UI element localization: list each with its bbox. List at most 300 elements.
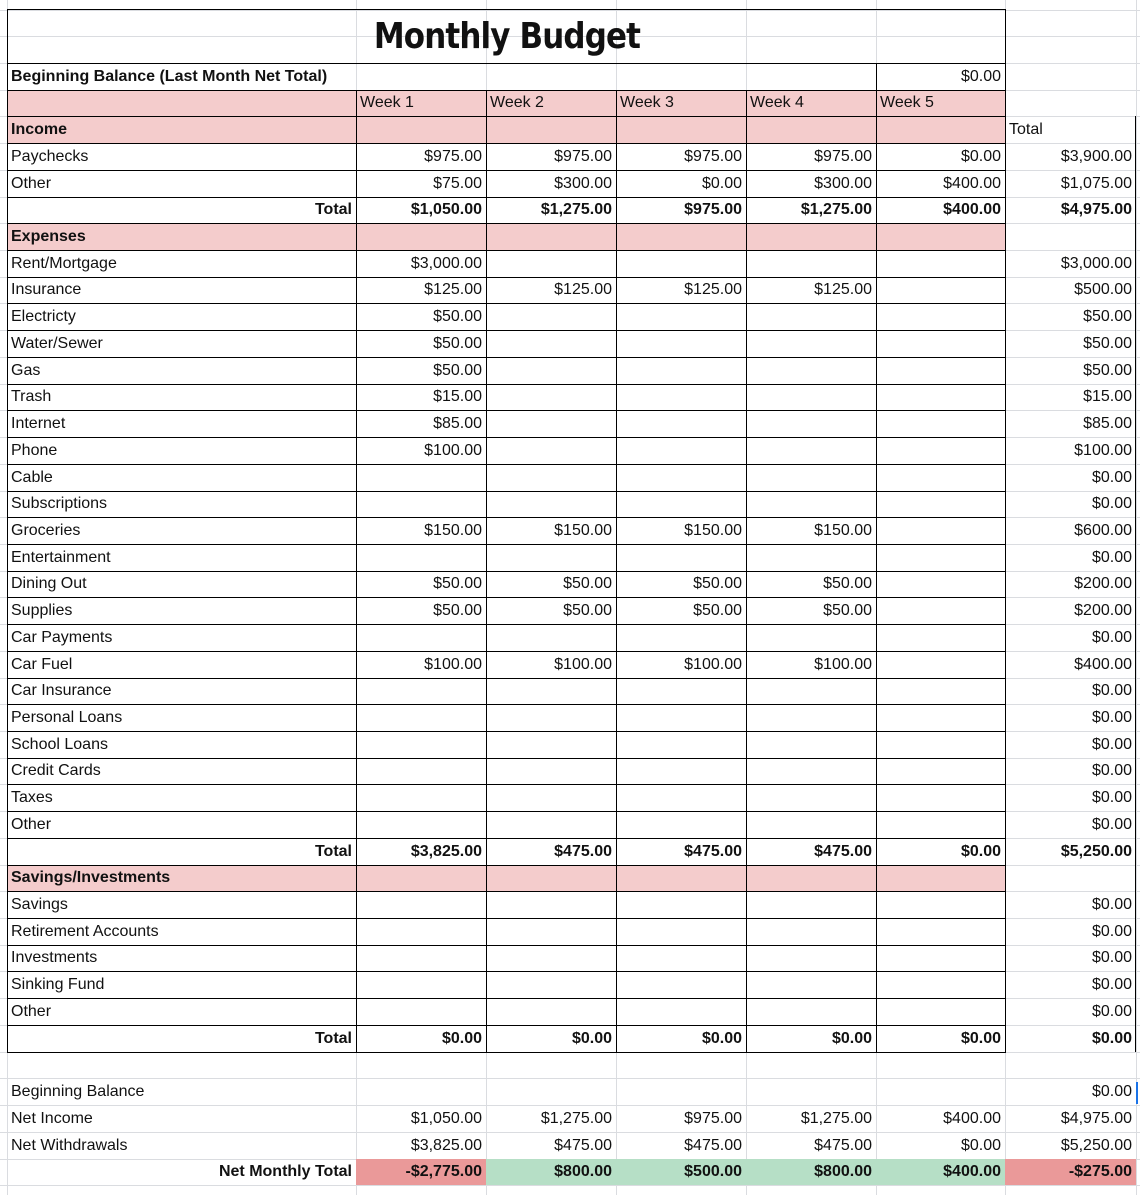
row-label[interactable]: Gas: [11, 362, 41, 379]
row-total[interactable]: $50.00: [1083, 335, 1132, 352]
week-5-value[interactable]: [876, 811, 1005, 838]
grid-line-horizontal: [7, 1052, 1006, 1053]
week-2-value[interactable]: [486, 330, 616, 357]
net-monthly-total-grand[interactable]: -$275.00: [1005, 1159, 1136, 1185]
week-3-value[interactable]: $0.00: [701, 175, 742, 192]
row-label[interactable]: Trash: [11, 388, 52, 405]
row-total[interactable]: $85.00: [1083, 415, 1132, 432]
week-1-value[interactable]: $100.00: [424, 442, 482, 459]
section-total-week-3[interactable]: $0.00: [701, 1030, 742, 1047]
week-4-value[interactable]: $50.00: [823, 602, 872, 619]
week-4-value[interactable]: [746, 464, 876, 491]
week-5-value[interactable]: [876, 437, 1005, 464]
week-1-value[interactable]: [356, 891, 486, 918]
week-5-value[interactable]: [876, 410, 1005, 437]
week-1-value[interactable]: $15.00: [433, 388, 482, 405]
week-5-value[interactable]: [876, 303, 1005, 330]
grid-line-horizontal: [7, 704, 1006, 705]
week-5-value[interactable]: [876, 277, 1005, 303]
week-4-value[interactable]: $975.00: [814, 148, 872, 165]
row-label[interactable]: Car Payments: [11, 629, 113, 646]
summary-net-withdrawals-week-1[interactable]: $3,825.00: [410, 1137, 482, 1154]
week-2-value[interactable]: [486, 303, 616, 330]
week-1-value[interactable]: $125.00: [424, 281, 482, 298]
week-3-value[interactable]: [616, 678, 746, 704]
row-total[interactable]: $0.00: [1091, 789, 1132, 806]
week-2-value[interactable]: $150.00: [554, 522, 612, 539]
row-label[interactable]: Sinking Fund: [11, 976, 105, 993]
week-2-value[interactable]: [486, 357, 616, 384]
week-4-value[interactable]: [746, 544, 876, 571]
section-header-cell[interactable]: [356, 116, 486, 143]
week-4-value[interactable]: [746, 491, 876, 517]
grid-line-horizontal: [7, 250, 1006, 251]
row-label[interactable]: Car Fuel: [11, 656, 73, 673]
grid-line-horizontal: [7, 223, 1006, 224]
row-label[interactable]: Subscriptions: [11, 495, 108, 512]
section-total-week-2[interactable]: $1,275.00: [540, 201, 612, 218]
row-total[interactable]: $15.00: [1083, 388, 1132, 405]
section-total-week-1[interactable]: $1,050.00: [410, 201, 482, 218]
week-5-value[interactable]: [876, 330, 1005, 357]
row-label[interactable]: Insurance: [11, 281, 82, 298]
net-monthly-total-week-5[interactable]: $400.00: [876, 1159, 1005, 1185]
week-5-value[interactable]: [876, 731, 1005, 758]
grid-line-horizontal: [7, 784, 1006, 785]
row-label[interactable]: Rent/Mortgage: [11, 255, 117, 272]
net-monthly-total-label[interactable]: Net Monthly Total: [218, 1163, 352, 1180]
row-label[interactable]: Other: [11, 816, 52, 833]
week-4-value[interactable]: [746, 303, 876, 330]
week-4-value[interactable]: [746, 624, 876, 651]
summary-net-income-week-2[interactable]: $1,275.00: [540, 1110, 612, 1127]
row-total[interactable]: $0.00: [1091, 549, 1132, 566]
section-grand-total[interactable]: $0.00: [1091, 1030, 1132, 1047]
week-4-value[interactable]: [746, 678, 876, 704]
week-3-value[interactable]: [616, 811, 746, 838]
row-label[interactable]: Supplies: [11, 602, 73, 619]
grid-line-vertical: [876, 63, 877, 90]
week-5-value[interactable]: [876, 624, 1005, 651]
week-5-value[interactable]: [876, 945, 1005, 971]
week-5-value[interactable]: [876, 784, 1005, 811]
week-1-value[interactable]: $50.00: [433, 362, 482, 379]
week-5-value[interactable]: [876, 758, 1005, 784]
row-total[interactable]: $200.00: [1074, 602, 1132, 619]
week-2-value[interactable]: [486, 704, 616, 731]
section-header-cell[interactable]: [616, 223, 746, 250]
row-label[interactable]: Personal Loans: [11, 709, 123, 726]
week-1-value[interactable]: $50.00: [433, 602, 482, 619]
week-5-value[interactable]: [876, 571, 1005, 597]
summary-net-income-label[interactable]: Net Income: [11, 1110, 93, 1127]
grid-line-vertical: [616, 90, 617, 1053]
week-3-value[interactable]: $100.00: [684, 656, 742, 673]
week-header-3[interactable]: Week 3: [616, 90, 746, 116]
row-total[interactable]: $400.00: [1074, 656, 1132, 673]
summary-net-income-week-3[interactable]: $975.00: [684, 1110, 742, 1127]
week-5-value[interactable]: [876, 971, 1005, 998]
week-4-value[interactable]: $150.00: [814, 522, 872, 539]
section-total-week-5[interactable]: $0.00: [960, 843, 1001, 860]
week-3-value[interactable]: $125.00: [684, 281, 742, 298]
summary-net-income-week-5[interactable]: $400.00: [943, 1110, 1001, 1127]
week-4-value[interactable]: [746, 357, 876, 384]
week-1-value[interactable]: [356, 998, 486, 1025]
section-total-week-3[interactable]: $475.00: [684, 843, 742, 860]
week-2-value[interactable]: [486, 544, 616, 571]
section-total-week-3[interactable]: $975.00: [684, 201, 742, 218]
week-4-value[interactable]: [746, 918, 876, 945]
row-label[interactable]: Paychecks: [11, 148, 89, 165]
week-1-value[interactable]: $50.00: [433, 575, 482, 592]
week-2-value[interactable]: $50.00: [563, 575, 612, 592]
row-total[interactable]: $0.00: [1091, 816, 1132, 833]
week-2-value[interactable]: [486, 678, 616, 704]
grid-line-horizontal: [7, 116, 1006, 117]
week-4-value[interactable]: $125.00: [814, 281, 872, 298]
grid-line-horizontal: [7, 918, 1006, 919]
section-header-cell[interactable]: [356, 865, 486, 891]
row-label[interactable]: Internet: [11, 415, 66, 432]
week-3-value[interactable]: [616, 891, 746, 918]
week-5-value[interactable]: [876, 464, 1005, 491]
week-5-value[interactable]: [876, 250, 1005, 277]
row-label[interactable]: Cable: [11, 469, 53, 486]
section-header-expenses[interactable]: Expenses: [7, 223, 356, 250]
week-5-value[interactable]: [876, 918, 1005, 945]
summary-net-withdrawals-week-4[interactable]: $475.00: [814, 1137, 872, 1154]
section-header-cell[interactable]: [356, 223, 486, 250]
grid-line-horizontal: [7, 544, 1006, 545]
week-4-value[interactable]: [746, 704, 876, 731]
week-4-value[interactable]: [746, 998, 876, 1025]
week-3-value[interactable]: [616, 491, 746, 517]
grid-line-horizontal: [7, 303, 1006, 304]
summary-net-withdrawals-total[interactable]: $5,250.00: [1060, 1137, 1132, 1154]
week-header-5[interactable]: Week 5: [876, 90, 1005, 116]
week-4-value[interactable]: $300.00: [814, 175, 872, 192]
grid-line-vertical: [486, 90, 487, 1053]
week-2-value[interactable]: [486, 971, 616, 998]
grid-line-horizontal: [7, 1025, 1006, 1026]
week-4-value[interactable]: [746, 330, 876, 357]
grid-line-horizontal: [7, 384, 1006, 385]
row-label[interactable]: Credit Cards: [11, 762, 101, 779]
week-1-value[interactable]: $100.00: [424, 656, 482, 673]
section-header-cell[interactable]: [876, 116, 1005, 143]
summary-net-withdrawals-week-2[interactable]: $475.00: [554, 1137, 612, 1154]
row-total[interactable]: $0.00: [1091, 762, 1132, 779]
week-1-value[interactable]: [356, 464, 486, 491]
cell-selection-indicator: [1136, 1082, 1140, 1104]
row-label[interactable]: Car Insurance: [11, 682, 112, 699]
week-2-value[interactable]: $975.00: [554, 148, 612, 165]
net-monthly-total-week-2[interactable]: $800.00: [486, 1159, 616, 1185]
week-1-value[interactable]: [356, 624, 486, 651]
week-1-value[interactable]: $50.00: [433, 308, 482, 325]
week-2-value[interactable]: [486, 918, 616, 945]
week-3-value[interactable]: [616, 971, 746, 998]
summary-beginning-balance-label[interactable]: Beginning Balance: [11, 1083, 145, 1100]
grid-line-horizontal: [7, 63, 1006, 64]
grid-line-horizontal: [7, 277, 1006, 278]
week-1-value[interactable]: [356, 678, 486, 704]
summary-net-income-total[interactable]: $4,975.00: [1060, 1110, 1132, 1127]
week-5-value[interactable]: [876, 384, 1005, 410]
week-1-value[interactable]: [356, 491, 486, 517]
summary-net-income-week-1[interactable]: $1,050.00: [410, 1110, 482, 1127]
grid-line-horizontal: [7, 170, 1006, 171]
week-2-value[interactable]: [486, 811, 616, 838]
row-total[interactable]: $3,000.00: [1060, 255, 1132, 272]
week-5-value[interactable]: [876, 891, 1005, 918]
week-3-value[interactable]: [616, 758, 746, 784]
section-grand-total[interactable]: $5,250.00: [1060, 843, 1132, 860]
section-total-label[interactable]: Total: [314, 201, 352, 218]
grid-line-horizontal: [7, 971, 1006, 972]
week-3-value[interactable]: $50.00: [693, 602, 742, 619]
week-3-value[interactable]: [616, 357, 746, 384]
section-grand-total[interactable]: $4,975.00: [1060, 201, 1132, 218]
week-1-value[interactable]: [356, 731, 486, 758]
section-total-label[interactable]: Total: [314, 1030, 352, 1047]
beginning-balance-value[interactable]: $0.00: [960, 68, 1001, 85]
section-header-cell[interactable]: [746, 116, 876, 143]
week-2-value[interactable]: $100.00: [554, 656, 612, 673]
week-3-value[interactable]: [616, 330, 746, 357]
week-3-value[interactable]: [616, 704, 746, 731]
row-label[interactable]: Taxes: [11, 789, 53, 806]
week-3-value[interactable]: $50.00: [693, 575, 742, 592]
week-2-value[interactable]: [486, 437, 616, 464]
week-3-value[interactable]: [616, 384, 746, 410]
week-1-value[interactable]: [356, 758, 486, 784]
section-total-week-5[interactable]: $0.00: [960, 1030, 1001, 1047]
week-1-value[interactable]: [356, 971, 486, 998]
section-total-week-1[interactable]: $3,825.00: [410, 843, 482, 860]
week-2-value[interactable]: [486, 491, 616, 517]
net-monthly-total-week-1[interactable]: -$2,775.00: [356, 1159, 486, 1185]
week-3-value[interactable]: [616, 998, 746, 1025]
week-1-value[interactable]: [356, 811, 486, 838]
week-2-value[interactable]: [486, 945, 616, 971]
row-total[interactable]: $200.00: [1074, 575, 1132, 592]
row-total[interactable]: $0.00: [1091, 976, 1132, 993]
row-total[interactable]: $1,075.00: [1060, 175, 1132, 192]
row-label[interactable]: Savings: [11, 896, 68, 913]
week-2-value[interactable]: [486, 891, 616, 918]
week-header-1[interactable]: Week 1: [356, 90, 486, 116]
week-2-value[interactable]: [486, 410, 616, 437]
week-4-value[interactable]: $100.00: [814, 656, 872, 673]
section-total-week-5[interactable]: $400.00: [943, 201, 1001, 218]
week-2-value[interactable]: [486, 998, 616, 1025]
section-header-cell[interactable]: [616, 865, 746, 891]
row-total[interactable]: $500.00: [1074, 281, 1132, 298]
week-3-value[interactable]: [616, 250, 746, 277]
section-header-cell[interactable]: [486, 223, 616, 250]
grid-line-horizontal: [7, 330, 1006, 331]
grid-line-horizontal: [7, 597, 1006, 598]
row-total[interactable]: $0.00: [1091, 629, 1132, 646]
week-5-value[interactable]: [876, 544, 1005, 571]
week-1-value[interactable]: $85.00: [433, 415, 482, 432]
section-header-cell[interactable]: [876, 865, 1005, 891]
week-5-value[interactable]: [876, 651, 1005, 678]
week-header-blank[interactable]: [7, 90, 356, 116]
week-2-value[interactable]: [486, 758, 616, 784]
week-4-value[interactable]: [746, 784, 876, 811]
summary-net-withdrawals-label[interactable]: Net Withdrawals: [11, 1137, 128, 1154]
row-total[interactable]: $0.00: [1091, 469, 1132, 486]
section-total-week-2[interactable]: $475.00: [554, 843, 612, 860]
row-total[interactable]: $3,900.00: [1060, 148, 1132, 165]
week-2-value[interactable]: $125.00: [554, 281, 612, 298]
section-header-income[interactable]: Income: [7, 116, 356, 143]
grid-line-horizontal: [7, 90, 1006, 91]
row-label[interactable]: Investments: [11, 949, 98, 966]
week-3-value[interactable]: [616, 731, 746, 758]
row-total[interactable]: $100.00: [1074, 442, 1132, 459]
week-3-value[interactable]: [616, 464, 746, 491]
week-3-value[interactable]: [616, 945, 746, 971]
section-total-week-4[interactable]: $0.00: [831, 1030, 872, 1047]
section-header-cell[interactable]: [746, 223, 876, 250]
row-total[interactable]: $50.00: [1083, 362, 1132, 379]
week-4-value[interactable]: $50.00: [823, 575, 872, 592]
section-total-week-2[interactable]: $0.00: [571, 1030, 612, 1047]
week-3-value[interactable]: [616, 303, 746, 330]
section-total-label[interactable]: Total: [314, 843, 352, 860]
week-5-value[interactable]: $400.00: [943, 175, 1001, 192]
week-2-value[interactable]: $300.00: [554, 175, 612, 192]
week-4-value[interactable]: [746, 945, 876, 971]
row-total[interactable]: $600.00: [1074, 522, 1132, 539]
week-2-value[interactable]: [486, 731, 616, 758]
week-5-value[interactable]: [876, 678, 1005, 704]
week-1-value[interactable]: [356, 704, 486, 731]
grid-line-horizontal: [7, 357, 1006, 358]
row-label[interactable]: School Loans: [11, 736, 108, 753]
week-4-value[interactable]: [746, 731, 876, 758]
row-total[interactable]: $0.00: [1091, 923, 1132, 940]
section-total-week-4[interactable]: $1,275.00: [800, 201, 872, 218]
week-3-value[interactable]: $975.00: [684, 148, 742, 165]
row-label[interactable]: Electricty: [11, 308, 76, 325]
week-2-value[interactable]: $50.00: [563, 602, 612, 619]
summary-beginning-balance-total[interactable]: $0.00: [1091, 1083, 1132, 1100]
week-3-value[interactable]: [616, 624, 746, 651]
grid-line-horizontal: [7, 945, 1006, 946]
net-monthly-total-week-3[interactable]: $500.00: [616, 1159, 746, 1185]
week-1-value[interactable]: [356, 784, 486, 811]
summary-net-income-week-4[interactable]: $1,275.00: [800, 1110, 872, 1127]
week-4-value[interactable]: [746, 384, 876, 410]
week-header-4[interactable]: Week 4: [746, 90, 876, 116]
row-total[interactable]: $0.00: [1091, 495, 1132, 512]
beginning-balance-label[interactable]: Beginning Balance (Last Month Net Total): [11, 68, 328, 85]
week-4-value[interactable]: [746, 758, 876, 784]
row-label[interactable]: Dining Out: [11, 575, 87, 592]
week-3-value[interactable]: [616, 437, 746, 464]
week-2-value[interactable]: [486, 784, 616, 811]
week-3-value[interactable]: [616, 410, 746, 437]
section-header-cell[interactable]: [486, 116, 616, 143]
week-5-value[interactable]: [876, 704, 1005, 731]
row-label[interactable]: Other: [11, 1003, 52, 1020]
week-3-value[interactable]: [616, 784, 746, 811]
week-5-value[interactable]: [876, 998, 1005, 1025]
grid-line-vertical: [1136, 0, 1137, 1195]
row-total[interactable]: $0.00: [1091, 736, 1132, 753]
week-5-value[interactable]: [876, 491, 1005, 517]
week-4-value[interactable]: [746, 250, 876, 277]
week-5-value[interactable]: [876, 357, 1005, 384]
row-label[interactable]: Retirement Accounts: [11, 923, 159, 940]
row-label[interactable]: Phone: [11, 442, 58, 459]
week-5-value[interactable]: $0.00: [960, 148, 1001, 165]
section-header-cell[interactable]: [746, 865, 876, 891]
section-header-cell[interactable]: [486, 865, 616, 891]
section-header-cell[interactable]: [616, 116, 746, 143]
week-1-value[interactable]: $3,000.00: [410, 255, 482, 272]
week-1-value[interactable]: $50.00: [433, 335, 482, 352]
week-2-value[interactable]: [486, 464, 616, 491]
net-monthly-total-week-4[interactable]: $800.00: [746, 1159, 876, 1185]
week-4-value[interactable]: [746, 891, 876, 918]
week-5-value[interactable]: [876, 517, 1005, 544]
week-3-value[interactable]: [616, 918, 746, 945]
row-label[interactable]: Water/Sewer: [11, 335, 103, 352]
week-4-value[interactable]: [746, 811, 876, 838]
row-total[interactable]: $0.00: [1091, 682, 1132, 699]
row-total[interactable]: $0.00: [1091, 709, 1132, 726]
row-total[interactable]: $0.00: [1091, 1003, 1132, 1020]
week-1-value[interactable]: [356, 945, 486, 971]
summary-net-withdrawals-week-5[interactable]: $0.00: [960, 1137, 1001, 1154]
week-2-value[interactable]: [486, 624, 616, 651]
week-5-value[interactable]: [876, 597, 1005, 624]
section-header-savings-investments[interactable]: Savings/Investments: [7, 865, 356, 891]
week-3-value[interactable]: [616, 544, 746, 571]
week-1-value[interactable]: $975.00: [424, 148, 482, 165]
row-total[interactable]: $50.00: [1083, 308, 1132, 325]
section-header-cell[interactable]: [876, 223, 1005, 250]
section-total-week-1[interactable]: $0.00: [441, 1030, 482, 1047]
week-2-value[interactable]: [486, 250, 616, 277]
week-1-value[interactable]: $150.00: [424, 522, 482, 539]
row-total[interactable]: $0.00: [1091, 949, 1132, 966]
week-1-value[interactable]: $75.00: [433, 175, 482, 192]
total-column-header[interactable]: Total: [1009, 121, 1043, 138]
week-1-value[interactable]: [356, 918, 486, 945]
week-2-value[interactable]: [486, 384, 616, 410]
section-total-week-4[interactable]: $475.00: [814, 843, 872, 860]
week-4-value[interactable]: [746, 410, 876, 437]
row-label[interactable]: Other: [11, 175, 52, 192]
row-label[interactable]: Groceries: [11, 522, 81, 539]
grid-line-vertical: [876, 90, 877, 1053]
week-1-value[interactable]: [356, 544, 486, 571]
week-3-value[interactable]: $150.00: [684, 522, 742, 539]
row-label[interactable]: Entertainment: [11, 549, 111, 566]
row-total[interactable]: $0.00: [1091, 896, 1132, 913]
summary-net-withdrawals-week-3[interactable]: $475.00: [684, 1137, 742, 1154]
week-4-value[interactable]: [746, 437, 876, 464]
week-header-2[interactable]: Week 2: [486, 90, 616, 116]
week-4-value[interactable]: [746, 971, 876, 998]
